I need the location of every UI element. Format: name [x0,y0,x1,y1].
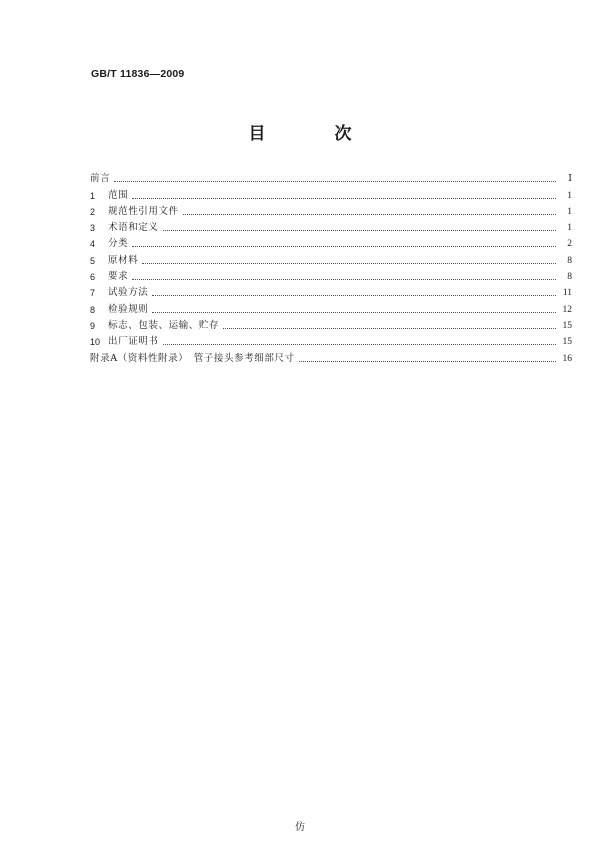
toc-entry-title: 出厂证明书 [108,336,159,348]
toc-entry-marking-packaging[interactable] [90,316,572,332]
standard-number: GB/T 11836—2009 [91,68,185,80]
toc-entry-inspection-rules[interactable] [90,299,572,315]
toc-entry-title: 检验规则 [108,303,149,315]
dot-leader [163,344,556,345]
toc-entry-title: 附录A（资料性附录） 管子接头参考细部尺寸 [90,352,295,364]
toc-entry-requirements[interactable] [90,267,572,283]
toc-entry-page: 12 [562,304,572,315]
dot-leader [183,214,556,215]
toc-entry-certificate[interactable] [90,332,572,348]
toc-entry-title: 标志、包装、运输、贮存 [108,319,220,331]
toc-entry-normative-references[interactable] [90,202,572,218]
toc-entry-title: 要求 [108,271,129,283]
toc-entry-number: 2 [90,206,96,217]
toc-entry-foreword[interactable] [90,169,572,185]
toc-entry-page: 1 [567,190,572,201]
dot-leader [163,230,556,231]
toc-entry-title: 原材料 [108,254,139,266]
toc-entry-number: 6 [90,272,96,283]
toc-title: 目 次 [248,124,378,144]
toc-entry-scope[interactable] [90,185,572,201]
toc-entry-title: 前言 [90,173,111,185]
dot-leader [114,181,556,182]
dot-leader [142,263,556,264]
toc-entry-title: 范围 [108,189,129,201]
page-folio: 仿 [295,822,305,833]
toc-entry-classification[interactable] [90,234,572,250]
toc-entry-page: Ⅰ [568,174,572,185]
toc-entry-number: 10 [90,337,101,348]
toc-entry-number: 4 [90,239,96,250]
toc-entry-page: 1 [567,223,572,234]
dot-leader [299,361,556,362]
toc-entry-number: 9 [90,320,96,331]
toc-entry-terms-definitions[interactable] [90,218,572,234]
toc-entry-number: 8 [90,304,96,315]
toc-entry-title: 术语和定义 [108,222,159,234]
table-of-contents [90,169,572,365]
toc-entry-page: 15 [562,337,572,348]
toc-entry-number: 5 [90,255,96,266]
toc-entry-page: 8 [567,255,572,266]
toc-entry-annex-a[interactable] [90,348,572,364]
dot-leader [152,312,556,313]
toc-entry-page: 15 [562,320,572,331]
toc-entry-number: 1 [90,190,96,201]
toc-entry-number: 3 [90,223,96,234]
dot-leader [152,295,556,296]
toc-entry-page: 11 [562,288,572,299]
dot-leader [132,246,556,247]
toc-entry-page: 2 [567,239,572,250]
toc-entry-title: 试验方法 [108,287,149,299]
dot-leader [132,198,556,199]
dot-leader [132,279,556,280]
toc-entry-title: 分类 [108,238,129,250]
toc-entry-page: 16 [562,353,572,364]
toc-entry-number: 7 [90,288,96,299]
dot-leader [223,328,556,329]
toc-entry-page: 8 [567,272,572,283]
toc-entry-title: 规范性引用文件 [108,205,179,217]
toc-entry-raw-materials[interactable] [90,250,572,266]
toc-entry-page: 1 [567,206,572,217]
toc-entry-test-methods[interactable] [90,283,572,299]
